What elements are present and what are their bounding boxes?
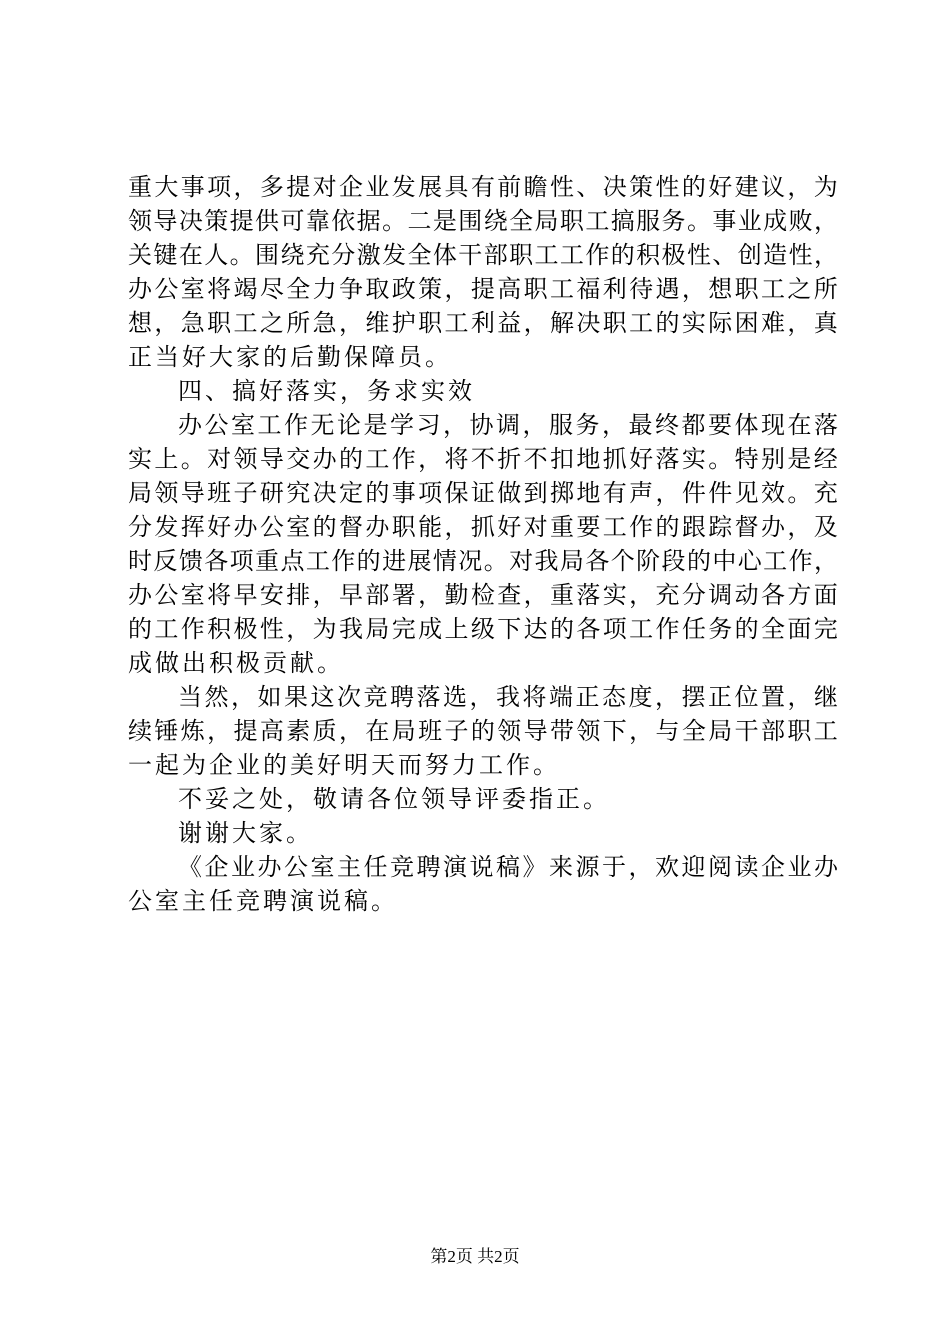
text-line: 局 领 导 班 子 研 究 决 定 的 事 项 保 证 做 到 掷 地 有 声 ， 件 件 见 效 。 充 <box>128 479 838 507</box>
text-line: 当 然 ， 如 果 这 次 竞 聘 落 选 ， 我 将 端 正 态 度 ， 摆 正 位 置 ， 继 <box>178 683 838 711</box>
text-line: 办 公 室 将 竭 尽 全 力 争 取 政 策 ， 提 高 职 工 福 利 待 遇 ， 想 职 工 之 所 <box>128 275 838 303</box>
text-line: 成做出积极贡献。 <box>128 649 344 677</box>
text-line: 续 锤 炼 ， 提 高 素 质 ， 在 局 班 子 的 领 导 带 领 下 ， 与 全 局 干 部 职 工 <box>128 717 838 745</box>
page-number-footer: 第2页 共2页 <box>430 1247 520 1266</box>
text-line: 实 上 。 对 领 导 交 办 的 工 作 ， 将 不 折 不 扣 地 抓 好 落 实 。 特 别 是 经 <box>128 445 838 473</box>
text-line: 分 发 挥 好 办 公 室 的 督 办 职 能 ， 抓 好 对 重 要 工 作 的 跟 踪 督 办 ， 及 <box>128 513 838 541</box>
text-line: 领 导 决 策 提 供 可 靠 依 据 。 二 是 围 绕 全 局 职 工 搞 服 务 。 事 业 成 败 ， <box>128 207 838 235</box>
text-line: 公室主任竞聘演说稿。 <box>128 887 398 915</box>
text-line: 重 大 事 项 ， 多 提 对 企 业 发 展 具 有 前 瞻 性 、 决 策 性 的 好 建 议 ， 为 <box>128 173 838 201</box>
text-line: 不妥之处，敬请各位领导评委指正。 <box>178 785 610 813</box>
section-heading: 四、搞好落实，务求实效 <box>178 377 475 405</box>
text-line: 想 ， 急 职 工 之 所 急 ， 维 护 职 工 利 益 ， 解 决 职 工 的 实 际 困 难 ， 真 <box>128 309 838 337</box>
text-line: 《 企 业 办 公 室 主 任 竞 聘 演 说 稿 》 来 源 于 ， 欢 迎 阅 读 企 业 办 <box>178 853 838 881</box>
text-line: 关 键 在 人 。 围 绕 充 分 激 发 全 体 干 部 职 工 工 作 的 积 极 性 、 创 造 性 ， <box>128 241 838 269</box>
text-line: 的 工 作 积 极 性 ， 为 我 局 完 成 上 级 下 达 的 各 项 工 作 任 务 的 全 面 完 <box>128 615 838 643</box>
text-line: 办 公 室 工 作 无 论 是 学 习 ， 协 调 ， 服 务 ， 最 终 都 要 体 现 在 落 <box>178 411 838 439</box>
document-body <box>128 170 838 918</box>
text-line: 时 反 馈 各 项 重 点 工 作 的 进 展 情 况 。 对 我 局 各 个 阶 段 的 中 心 工 作 ， <box>128 547 838 575</box>
text-line: 办 公 室 将 早 安 排 ， 早 部 署 ， 勤 检 查 ， 重 落 实 ， 充 分 调 动 各 方 面 <box>128 581 838 609</box>
text-line: 一起为企业的美好明天而努力工作。 <box>128 751 560 779</box>
text-line: 正当好大家的后勤保障员。 <box>128 343 452 371</box>
text-line: 谢谢大家。 <box>178 819 313 847</box>
